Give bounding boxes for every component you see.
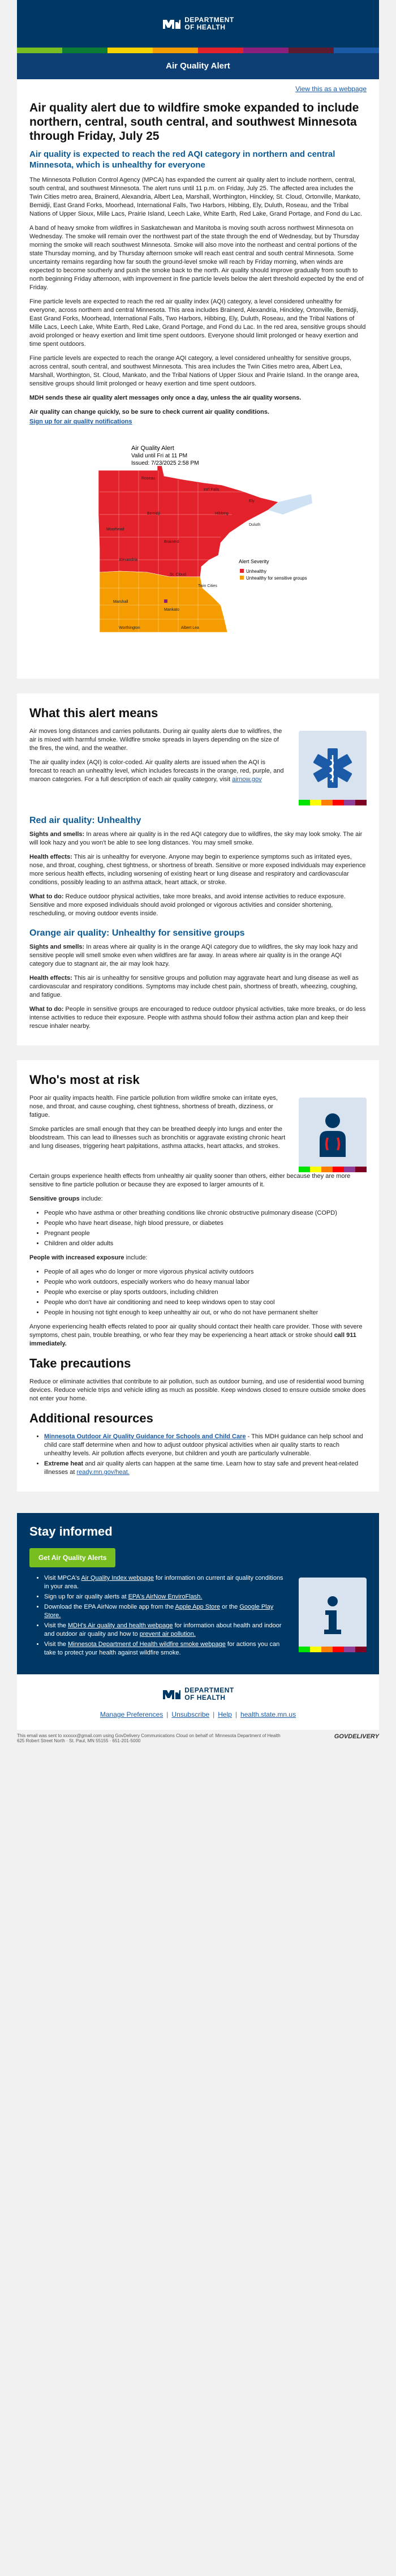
list-item [44,1622,289,1639]
get-alerts-button[interactable]: Get Air Quality Alerts [29,1548,115,1567]
logo-line2: OF HEALTH [184,23,226,31]
airnow-link[interactable]: airnow.gov [232,776,262,783]
legend-label: Unhealthy [246,569,267,574]
city-label: Moorhead [106,528,124,532]
info-icon [313,1592,352,1638]
color-stripe [17,48,379,53]
resource-text: and air quality alerts can happen at the same time. Learn how to stay safe and prevent heat-related illnesses at [44,1460,359,1476]
aqi-color-bar [299,800,367,805]
list-item: • People who have asthma or other breathing conditions like chronic obstructive pulmonary disease (COPD) [44,1209,367,1218]
list-item [44,1593,289,1601]
legend-swatch [240,576,244,580]
city-label: Int'l Falls [204,488,219,492]
city-label: Twin Cities [198,584,217,588]
logo-line1: DEPARTMENT [184,1686,234,1694]
help-link[interactable]: Help [218,1711,232,1718]
city-label: Albert Lea [181,626,199,630]
extreme-heat-label: Extreme heat [44,1460,84,1467]
text: Visit the [44,1622,68,1629]
precautions-title: Take precautions [29,1356,131,1370]
alert-paragraph: Fine particle levels are expected to reach the orange AQI category, a level considered unhealthy for sensitive groups, across central, south central, and southwest Minnesota. This area includes the Twin Cities metro area, Albert Lea, Marshall, Worthington, St. Cloud, Mankato, and the Tribal Nations of Upper Sioux and Prairie Island. In the orange area, sensitive groups should limit prolonged or heavy exertion and time spent outdoors. [29,355,360,387]
list-item: • People who work outdoors, especially workers who do heavy manual labor [44,1278,367,1287]
meaning-paragraph: Air moves long distances and carries pollutants. During air quality alerts due to wildfires, the air is mixed with harmful smoke. Wildfire smoke spreads in layers depending on the size of the fires, the wind, and the weather. [29,728,282,752]
mn-state-icon [162,1688,181,1700]
list-item [44,1574,289,1591]
stripe-segment [289,48,334,53]
stripe-segment [153,48,198,53]
stripe-segment [17,48,62,53]
legend-swatch [240,569,244,573]
person-icon-card [299,1098,367,1172]
city-label: Bemidji [147,512,160,516]
map-issued: Issued: 7/23/2025 2:58 PM [131,460,199,466]
precautions-paragraph: Reduce or eliminate activities that contribute to air pollution, such as outdoor burning, and use of residential wood burning devices. Reduce vehicle trips and vehicle idling as much as possible. Keep windows closed to ensure outside smoke does not enter your home. [29,1378,366,1402]
aqi-color-bar [299,1167,367,1172]
sensitive-groups-list [44,1209,367,1248]
label: What to do: [29,1006,64,1013]
alert-paragraph: Fine particle levels are expected to reach the red air quality index (AQI) category, a level considered unhealthy for everyone, across northern and central Minnesota. This area includes Brainerd, Alexandria, Hinckley, Ortonville, Bemidji, East Grand Forks, Moorhead, International Falls, Two Harbors, Hibbing, Ely, Duluth, Roseau, and the Tribal Nations of Mille Lacs, Leech Lake, White Earth, Red Lake, Grand Portage, and Fond du Lac. In the red area, sensitive groups should avoid prolonged or heavy exertion and limit time spent outdoors. Everyone should limit prolonged or heavy exertion and time spent outdoors. [29,298,366,348]
section-divider [17,1491,379,1513]
city-label: Duluth [249,523,261,527]
red-todo-text: Reduce outdoor physical activities, take more breaks, and avoid intense activities to reduce exposure. Sensitive and more exposed individuals should avoid prolonged or vigorous activities and consider shortening, rescheduling, or moving outdoor events inside. [29,893,346,917]
apple-app-store-link[interactable]: Apple App Store [175,1604,221,1610]
unsubscribe-link[interactable]: Unsubscribe [171,1711,210,1718]
orange-sights-text: In areas where air quality is in the orange AQI category due to wildfires, the sky may look hazy and sensitive people will smell smoke even when wildfires are far away. In areas where air quality is in the orange AQI category due to stagnant air, the air may look hazy. [29,944,358,967]
aqi-map [29,435,367,662]
text: for actions you can take to protect your health against wildfire smoke. [44,1641,280,1656]
list-item: • People in housing not tight enough to keep unhealthy air out, or who do not have permanent shelter [44,1309,367,1317]
call-911-text: call 911 immediately. [29,1332,356,1347]
text: Visit the [44,1641,68,1648]
enviroflash-link[interactable]: EPA's AirNow EnviroFlash. [128,1593,203,1600]
google-play-link[interactable]: Google Play Store. [44,1604,274,1619]
resource-text: - This MDH guidance can help school and child care staff determine when and how to adjust outdoor physical activities when air quality starts to reach unhealthy levels. Air pollution affects everyone, but children and youth are particularly vulnerable. [44,1433,363,1457]
mdh-logo[interactable] [162,16,234,31]
medical-icon-card [299,731,367,805]
section-divider [17,1045,379,1060]
small-region [164,599,167,603]
list-item [44,1433,367,1458]
list-item: • Pregnant people [44,1229,367,1238]
footer-links: Manage Preferences | Unsubscribe | Help | health.state.mn.us [100,1711,296,1718]
city-label: Roseau [141,477,156,481]
mdh-logo-footer[interactable] [162,1687,234,1701]
info-icon-card [299,1578,367,1652]
aqi-webpage-link[interactable]: Air Quality Index webpage [81,1575,154,1581]
orange-health-text: This air is unhealthy for sensitive groups and pollution may aggravate heart and lung disease as well as cardiovascular and respiratory conditions. Symptoms may include chest pain, shortness of breath, wheezing, coughing, and fatigue. [29,975,359,998]
website-link[interactable]: health.state.mn.us [240,1711,296,1718]
legend-title: Alert Severity [239,559,269,564]
red-aqi-title: Red air quality: Unhealthy [29,816,141,825]
stripe-segment [198,48,243,53]
footer-logo [17,1674,379,1711]
stripe-segment [334,48,379,53]
mn-state-icon [162,18,181,30]
ready-mn-heat-link[interactable]: ready.mn.gov/heat. [76,1469,130,1476]
label: Health effects: [29,854,72,860]
text: for information on current air quality conditions in your area. [44,1575,283,1590]
text: Download the EPA AirNow mobile app from the [44,1604,175,1610]
label: Sights and smells: [29,831,85,838]
city-label: Mankato [164,608,179,612]
legal-text: This email was sent to xxxxxx@gmail.com using GovDelivery Communications Cloud on behalf of: Minnesota Department of Health [17,1733,281,1738]
red-sights-text: In areas where air quality is in the red AQI category due to wildfires, the sky may look smoky. The air will look hazy and you won't be able to see long distances. You may smell smoke. [29,831,363,846]
list-item: • People of all ages who do longer or more vigorous physical activity outdoors [44,1268,367,1276]
manage-preferences-link[interactable]: Manage Preferences [100,1711,163,1718]
sensitive-groups-label: Sensitive groups [29,1195,80,1202]
label: Health effects: [29,975,72,981]
view-webpage-link[interactable]: View this as a webpage [295,85,367,93]
list-item: • Children and older adults [44,1240,367,1248]
text: for information about health and indoor and outdoor air quality and how to [44,1622,282,1638]
orange-todo-text: People in sensitive groups are encouraged to reduce outdoor physical activities, take more breaks, or do less intense activities to reduce their exposure. People with asthma should follow their asthma action plan and keep their rescue inhaler nearby. [29,1006,366,1030]
header [17,0,379,48]
stripe-segment [62,48,107,53]
star-of-life-icon [310,743,355,794]
risk-paragraph: Anyone experiencing health effects related to poor air quality should contact their health care provider. Those with severe symptoms, chest pain, trouble breathing, or who fear they may be experiencing a heart attack or stroke should [29,1323,363,1339]
city-label: Worthington [119,626,140,630]
map-legend [240,569,307,581]
alert-title: Air quality alert due to wildfire smoke expanded to include northern, central, south central, and southwest Minnesota through Friday, July 25 [29,101,359,143]
label: Sights and smells: [29,944,85,950]
map-valid: Valid until Fri at 11 PM [131,453,188,459]
air-quality-change-note: Air quality can change quickly, so be sure to check current air quality conditions. [29,409,270,415]
legal-address: 625 Robert Street North · St. Paul, MN 55155 · 651-201-5000 [17,1738,141,1743]
wildfire-smoke-link[interactable]: Minnesota Department of Health wildfire smoke webpage [68,1641,226,1648]
stripe-segment [243,48,289,53]
risk-paragraph: Smoke particles are small enough that they can be breathed deeply into lungs and enter the bloodstream. This can lead to illnesses such as bronchitis or aggravate existing chronic heart and lung diseases, triggering heart palpitations, asthma attacks, heart attacks, and strokes. [29,1126,286,1150]
mdh-air-quality-link[interactable]: MDH's Air quality and health webpage [68,1622,173,1629]
stay-informed-title: Stay informed [29,1524,113,1538]
prevent-pollution-link[interactable]: prevent air pollution. [139,1631,196,1638]
exposure-label: People with increased exposure [29,1254,124,1261]
minnesota-map [79,435,317,662]
exposure-list [44,1268,367,1317]
meaning-paragraph: The air quality index (AQI) is color-coded. Air quality alerts are issued when the AQI is forecast to reach an unhealthy level, which includes forecasts in the orange, red, purple, and maroon categories. For a full description of each air quality category, visit [29,759,284,783]
alert-frequency-note: MDH sends these air quality alert messages only once a day, unless the air quality worsens. [29,395,302,401]
resources-title: Additional resources [29,1411,153,1425]
label: What to do: [29,893,64,900]
alert-paragraph: The Minnesota Pollution Control Agency (MPCA) has expanded the current air quality alert to include northern, central, south central, and southwest Minnesota. The alert runs until 11 p.m. on Friday, July 25. The affected area includes the Twin Cities metro area, Brainerd, Alexandria, Albert Lea, Marshall, Worthington, Hinckley, St. Cloud, Ortonville, Mankato, Bemidji, East Grand Forks, Moorhead, International Falls, Two Harbors, Hibbing, Ely, Duluth, Roseau, and the Tribal Nations of Upper Sioux, Mille Lacs, Prairie Island, Leech Lake, White Earth, Red Lake, Grand Portage, and Fond du Lac. [29,177,363,217]
risk-paragraph: Certain groups experience health effects from unhealthy air quality sooner than others, either because they are more sensitive to fine particle pollution or because they are exposed to larger amounts of it. [29,1173,351,1188]
meaning-title: What this alert means [29,706,158,720]
alert-paragraph: A band of heavy smoke from wildfires in Saskatchewan and Manitoba is moving south across northwest Minnesota on Wednesday. The smoke will remain over the northwest part of the state through the end of Wednesday, but by Thursday morning the smoke will reach southwest Minnesota. Smoke will also move into the northeast and central portions of the state Thursday morning, and by Thursday afternoon smoke will reach east central and south central Minnesota. Some uncertainty remains regarding how far south the ground-level smoke will reach by Friday morning, when winds are expected to become southerly and push the smoke back to the north. Air quality should improve gradually from south to north beginning Friday afternoon, with improvement in fine particle levels below the alert threshold expected by the end of Friday. [29,225,364,291]
legal-footer [17,1730,379,1751]
label-suffix: include: [79,1195,103,1202]
city-label: Marshall [113,600,128,604]
list-item [44,1640,289,1657]
list-item [44,1603,289,1620]
stay-informed-section [17,1513,379,1674]
text: or the [220,1604,240,1610]
text: Sign up for air quality alerts at [44,1593,128,1600]
list-item: • People who exercise or play sports outdoors, including children [44,1288,367,1297]
red-health-text: This air is unhealthy for everyone. Anyone may begin to experience symptoms such as irritated eyes, nose, and throat, coughing, chest tightness, or shortness of breath. Sensitive or more exposed individuals may experience more serious health effects, including worsening of existing heart or lung disease and respiratory and cardiovascular conditions, possibly leading to an asthma attack, heart attack, or stroke. [29,854,366,886]
list-item: • People who have heart disease, high blood pressure, or diabetes [44,1219,367,1228]
city-label: Brainerd [164,540,179,544]
logo-line1: DEPARTMENT [184,16,234,24]
list-item [44,1460,367,1477]
label-suffix: include: [124,1254,148,1261]
section-divider [17,679,379,693]
banner-title: Air Quality Alert [17,53,379,79]
logo-line2: OF HEALTH [184,1694,226,1701]
aqi-color-bar [299,1647,367,1652]
risk-title: Who's most at risk [29,1073,140,1087]
govdelivery-logo[interactable]: GOVDELIVERY [334,1733,379,1740]
signup-notifications-link[interactable]: Sign up for air quality notifications [29,418,132,425]
legend-label: Unhealthy for sensitive groups [246,576,307,581]
email-container [17,0,379,1730]
map-title: Air Quality Alert [131,445,174,452]
stripe-segment [107,48,153,53]
city-label: Hibbing [215,512,229,516]
city-label: St. Cloud [170,573,186,577]
text: Visit MPCA's [44,1575,81,1581]
risk-paragraph: Poor air quality impacts health. Fine particle pollution from wildfire smoke can irritate eyes, nose, and throat, and cause coughing, chest tightness, shortness of breath, dizziness, or fatigue. [29,1095,278,1118]
city-label: Ely [249,499,255,503]
person-breathing-icon [313,1109,352,1160]
orange-aqi-title: Orange air quality: Unhealthy for sensitive groups [29,928,245,938]
list-item: • People who don't have air conditioning and need to keep windows open to stay cool [44,1298,367,1307]
city-label: Alexandria [119,558,138,562]
school-guidance-link[interactable]: Minnesota Outdoor Air Quality Guidance for Schools and Child Care [44,1433,246,1440]
alert-subtitle: Air quality is expected to reach the red AQI category in northern and central Minnesota, which is unhealthy for everyone [29,149,335,170]
